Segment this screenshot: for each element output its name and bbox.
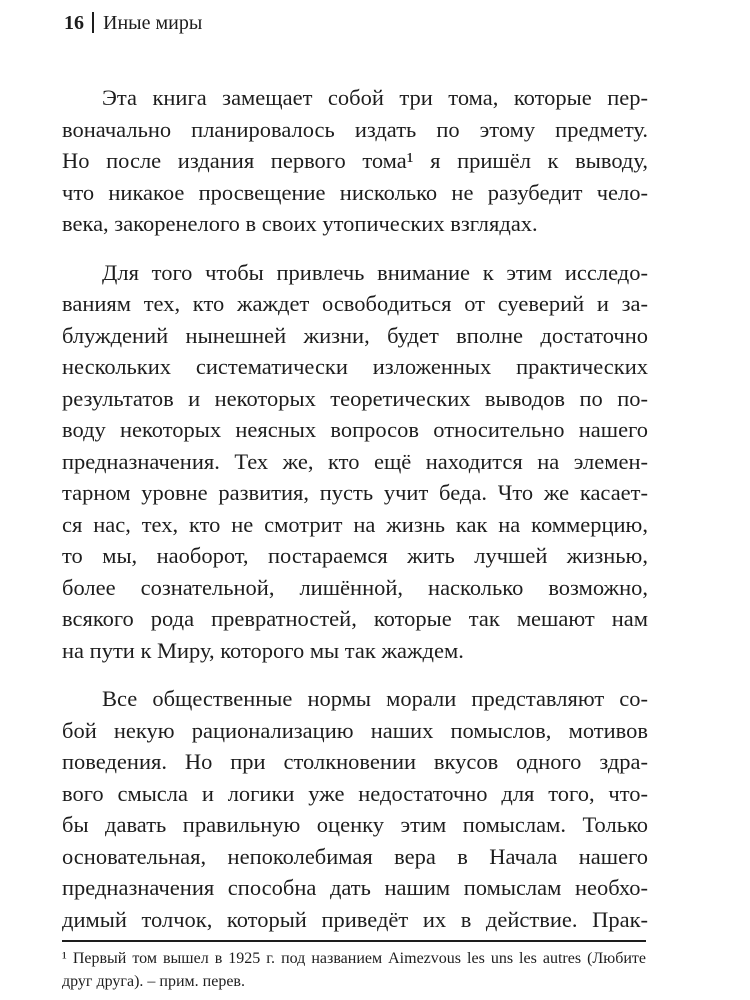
page-header [64,12,202,35]
text-line: результатов и некоторых теоретических выводов по по- [62,385,648,411]
text-line: друг друга). – прим. перев. [62,973,245,990]
footnote-area [62,940,646,993]
text-line: Все общественные нормы морали представляют со- [102,686,648,711]
text-line: вого смысла и логики уже недостаточно для того, что- [62,780,648,806]
footnote [62,947,646,993]
paragraph [62,82,648,240]
text-line: Но после издания первого тома¹ я пришёл к выводу, [62,148,648,173]
text-line: поведения. Но при столкновении вкусов одного здра- [62,749,648,774]
text-line: блуждений нынешней жизни, будет вполне достаточно [62,322,648,348]
text-line: на пути к Миру, которого мы так жаждем. [62,637,464,663]
text-line: всякого рода превратностей, которые так мешают нам [62,606,648,631]
text-line: бой некую рационализацию наших помыслов, мотивов [62,717,648,743]
text-line: воначально планировалось издать по этому предмету. [62,116,648,142]
paragraph [62,257,648,667]
text-line: воду некоторых неясных вопросов относительно нашего [62,417,648,442]
text-line: тарном уровне развития, пусть учит беда. Что же касает- [62,480,648,505]
book-title: Иные миры [103,12,203,34]
text-line: димый толчок, который приведёт их в действие. Прак- [62,906,648,932]
page-number: 16 [64,12,84,34]
text-line: более сознательной, лишённой, насколько возможно, [62,574,648,600]
text-line: бы давать правильную оценку этим помыслам. Только [62,812,648,837]
text-line: предназначения способна дать нашим помыслам необхо- [62,875,648,900]
text-line: Эта книга замещает собой три тома, которые пер- [102,85,648,110]
text-line: ваниям тех, кто жаждет освободиться от суеверий и за- [62,291,648,316]
text-line: основательная, непоколебимая вера в Начала нашего [62,843,648,869]
text-line: что никакое просвещение нисколько не разубедит чело- [62,179,648,205]
text-line: ся нас, тех, кто не смотрит на жизнь как на коммерцию, [62,511,648,537]
text-line: Для того чтобы привлечь внимание к этим исследо- [102,259,648,285]
text-line: то мы, наоборот, постараемся жить лучшей жизнью, [62,543,648,568]
page-body [62,82,648,935]
text-line: ¹ Первый том вышел в 1925 г. под названием Aimezvous les uns les autres (Любите [62,950,646,967]
footnote-divider [62,940,646,942]
header-separator-bar [92,12,94,33]
paragraph [62,683,648,935]
text-line: нескольких систематически изложенных практических [62,354,648,379]
text-line: предназначения. Тех же, кто ещё находится на элемен- [62,448,648,474]
text-line: века, закоренелого в своих утопических взглядах. [62,211,538,236]
